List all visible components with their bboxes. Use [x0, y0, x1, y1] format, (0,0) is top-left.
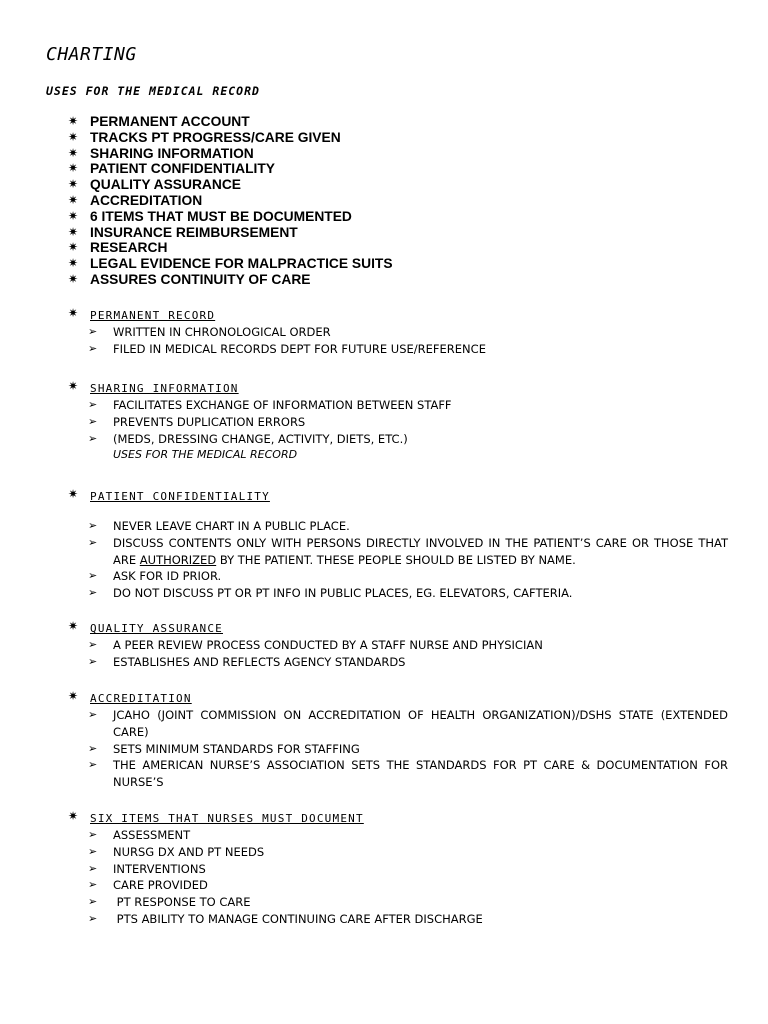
list-item: ➢ THE AMERICAN NURSE’S ASSOCIATION SETS THE STANDARDS FOR PT CARE & DOCUMENTATION FOR NURSE’S: [88, 758, 728, 790]
list-item: ➢ DO NOT DISCUSS PT OR PT INFO IN PUBLIC PLACES, EG. ELEVATORS, CAFTERIA.: [88, 586, 573, 601]
star-bullet-icon: ✷: [68, 379, 79, 393]
section-title: SHARING INFORMATION: [90, 382, 239, 395]
arrow-bullet-icon: ➢: [88, 414, 98, 428]
arrow-bullet-icon: ➢: [88, 708, 98, 721]
list-item: ➢ PREVENTS DUPLICATION ERRORS: [88, 414, 306, 429]
arrow-bullet-icon: ➢: [88, 325, 98, 338]
star-bullet-icon: ✷: [68, 487, 79, 501]
arrow-bullet-icon: ➢: [88, 828, 98, 841]
list-item: ➢ (MEDS, DRESSING CHANGE, ACTIVITY, DIETS, ETC.): [88, 431, 408, 446]
section-heading: [68, 306, 728, 324]
section-items: [68, 637, 728, 671]
section-permanent-record: [68, 306, 728, 358]
section-title: SIX ITEMS THAT NURSES MUST DOCUMENT: [90, 812, 364, 825]
star-bullet-icon: ✷: [68, 192, 79, 207]
star-bullet-icon: ✷: [68, 271, 79, 286]
list-item: ➢ NEVER LEAVE CHART IN A PUBLIC PLACE.: [88, 519, 350, 533]
star-bullet-icon: ✷: [68, 129, 79, 144]
section-sharing-information: [68, 379, 728, 463]
page-subtitle: USES FOR THE MEDICAL RECORD: [46, 84, 260, 98]
list-item: ➢ PTS ABILITY TO MANAGE CONTINUING CARE AFTER DISCHARGE: [88, 911, 483, 926]
section-items: [68, 324, 728, 358]
section-heading: [68, 619, 728, 637]
section-heading: [68, 487, 728, 505]
arrow-bullet-icon: ➢: [88, 654, 98, 668]
list-item: ➢ WRITTEN IN CHRONOLOGICAL ORDER: [88, 325, 331, 339]
list-item: ➢ A PEER REVIEW PROCESS CONDUCTED BY A STAFF NURSE AND PHYSICIAN: [88, 638, 543, 652]
list-item: ➢ ASK FOR ID PRIOR.: [88, 569, 222, 584]
arrow-bullet-icon: ➢: [88, 586, 98, 600]
star-bullet-icon: ✷: [68, 256, 79, 271]
star-bullet-icon: ✷: [68, 114, 79, 128]
arrow-bullet-icon: ➢: [88, 535, 98, 549]
section-items: [68, 707, 728, 791]
section-patient-confidentiality: [68, 487, 728, 602]
arrow-bullet-icon: ➢: [88, 431, 98, 445]
star-bullet-icon: ✷: [68, 240, 79, 255]
section-quality-assurance: [68, 619, 728, 671]
page-title: CHARTING: [46, 44, 137, 65]
section-heading: [68, 689, 728, 707]
arrow-bullet-icon: ➢: [88, 878, 98, 892]
star-bullet-icon: ✷: [68, 224, 79, 239]
list-item: ✷ QUALITY ASSURANCE: [68, 177, 242, 193]
star-bullet-icon: ✷: [68, 208, 79, 223]
list-item: ✷ RESEARCH: [68, 240, 168, 256]
list-item: ✷ SHARING INFORMATION: [68, 145, 254, 161]
section-six-items: [68, 809, 728, 928]
list-item: ➢ FILED IN MEDICAL RECORDS DEPT FOR FUTURE USE/REFERENCE: [88, 341, 486, 356]
list-item: ✷ PATIENT CONFIDENTIALITY: [68, 161, 275, 177]
arrow-bullet-icon: ➢: [88, 895, 98, 909]
star-bullet-icon: ✷: [68, 689, 79, 703]
arrow-bullet-icon: ➢: [88, 398, 98, 411]
list-item: ➢ SETS MINIMUM STANDARDS FOR STAFFING: [88, 741, 360, 756]
section-items: [68, 518, 728, 602]
list-item: ➢ PT RESPONSE TO CARE: [88, 895, 251, 910]
list-item: ✷ LEGAL EVIDENCE FOR MALPRACTICE SUITS: [68, 256, 393, 272]
list-item: ✷ 6 ITEMS THAT MUST BE DOCUMENTED: [68, 208, 352, 224]
star-bullet-icon: ✷: [68, 619, 79, 633]
arrow-bullet-icon: ➢: [88, 758, 98, 772]
list-item: ➢ FACILITATES EXCHANGE OF INFORMATION BETWEEN STAFF: [88, 398, 452, 412]
list-item: ➢ ESTABLISHES AND REFLECTS AGENCY STANDARDS: [88, 654, 406, 669]
arrow-bullet-icon: ➢: [88, 741, 98, 755]
uses-list: [68, 114, 393, 288]
section-heading: [68, 809, 728, 827]
list-item: ✷ ASSURES CONTINUITY OF CARE: [68, 271, 311, 287]
list-item: ➢ JCAHO (JOINT COMMISSION ON ACCREDITATION OF HEALTH ORGANIZATION)/DSHS STATE (EXTENDED CARE): [88, 708, 728, 739]
list-item: ➢ DISCUSS CONTENTS ONLY WITH PERSONS DIRECTLY INVOLVED IN THE PATIENT’S CARE OR THOSE THAT ARE AUTHORIZED BY THE PATIENT. THESE PEOPLE SHOULD BE LISTED BY NAME.: [88, 535, 728, 567]
section-title: QUALITY ASSURANCE: [90, 622, 223, 635]
arrow-bullet-icon: ➢: [88, 341, 98, 355]
arrow-bullet-icon: ➢: [88, 861, 98, 875]
star-bullet-icon: ✷: [68, 177, 79, 192]
section-note: USES FOR THE MEDICAL RECORD: [113, 448, 298, 462]
section-title: PATIENT CONFIDENTIALITY: [90, 490, 270, 503]
section-title: ACCREDITATION: [90, 692, 192, 705]
section-heading: [68, 379, 728, 397]
section-title: PERMANENT RECORD: [90, 309, 216, 322]
arrow-bullet-icon: ➢: [88, 844, 98, 858]
list-item: ➢ INTERVENTIONS: [88, 861, 206, 876]
list-item: ✷ PERMANENT ACCOUNT: [68, 114, 250, 129]
star-bullet-icon: ✷: [68, 161, 79, 176]
list-item: ✷ ACCREDITATION: [68, 192, 203, 208]
star-bullet-icon: ✷: [68, 809, 79, 823]
arrow-bullet-icon: ➢: [88, 911, 98, 925]
section-items: [68, 827, 728, 928]
arrow-bullet-icon: ➢: [88, 519, 98, 532]
list-item: ➢ ASSESSMENT: [88, 828, 191, 842]
arrow-bullet-icon: ➢: [88, 638, 98, 651]
star-bullet-icon: ✷: [68, 145, 79, 160]
list-item: ➢ CARE PROVIDED: [88, 878, 208, 893]
list-item: ✷ TRACKS PT PROGRESS/CARE GIVEN: [68, 129, 341, 145]
section-items: [68, 397, 728, 447]
list-item: ✷ INSURANCE REIMBURSEMENT: [68, 224, 298, 240]
list-item: ➢ NURSG DX AND PT NEEDS: [88, 844, 265, 859]
section-accreditation: [68, 689, 728, 791]
star-bullet-icon: ✷: [68, 306, 79, 320]
authorized-text: AUTHORIZED: [139, 552, 217, 567]
arrow-bullet-icon: ➢: [88, 569, 98, 583]
